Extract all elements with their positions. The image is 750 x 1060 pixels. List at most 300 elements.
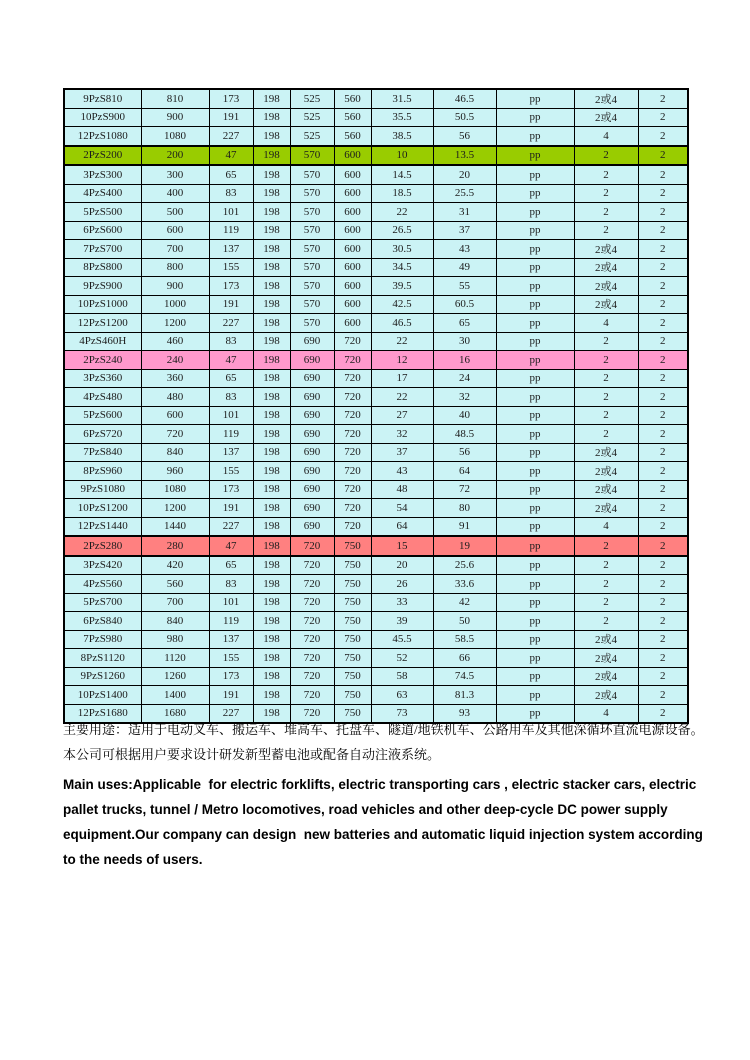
- table-cell: 2或4: [574, 277, 638, 296]
- table-cell: 83: [209, 332, 253, 351]
- table-cell: 720: [334, 499, 371, 518]
- table-cell: pp: [496, 351, 574, 370]
- table-cell: 690: [290, 499, 334, 518]
- table-cell: 570: [290, 203, 334, 222]
- table-cell: 198: [253, 667, 290, 686]
- model-cell: 12PzS1680: [64, 704, 141, 723]
- table-cell: 22: [371, 203, 433, 222]
- table-cell: 200: [141, 146, 209, 166]
- table-cell: 63: [371, 686, 433, 705]
- table-cell: 46.5: [433, 89, 496, 108]
- table-cell: 2: [638, 221, 688, 240]
- table-cell: 173: [209, 667, 253, 686]
- table-cell: 48.5: [433, 425, 496, 444]
- table-cell: 720: [334, 462, 371, 481]
- table-cell: 198: [253, 612, 290, 631]
- table-cell: 800: [141, 258, 209, 277]
- table-cell: 2: [638, 406, 688, 425]
- table-cell: 570: [290, 240, 334, 259]
- table-cell: 300: [141, 165, 209, 184]
- table-row: [64, 536, 688, 556]
- table-cell: 155: [209, 258, 253, 277]
- table-cell: 280: [141, 536, 209, 556]
- table-cell: 720: [334, 388, 371, 407]
- model-cell: 12PzS1080: [64, 127, 141, 146]
- table-cell: 155: [209, 462, 253, 481]
- table-cell: 750: [334, 630, 371, 649]
- table-cell: 690: [290, 517, 334, 536]
- table-cell: 25.6: [433, 556, 496, 575]
- table-cell: 2或4: [574, 295, 638, 314]
- table-cell: 720: [334, 406, 371, 425]
- table-cell: pp: [496, 480, 574, 499]
- model-cell: 3PzS420: [64, 556, 141, 575]
- table-cell: 600: [334, 295, 371, 314]
- table-cell: 2或4: [574, 499, 638, 518]
- table-cell: 600: [334, 240, 371, 259]
- table-cell: 198: [253, 351, 290, 370]
- table-cell: 2: [638, 649, 688, 668]
- model-cell: 7PzS700: [64, 240, 141, 259]
- table-cell: pp: [496, 536, 574, 556]
- table-cell: 525: [290, 127, 334, 146]
- table-cell: 720: [141, 425, 209, 444]
- table-cell: 155: [209, 649, 253, 668]
- table-cell: 2: [638, 277, 688, 296]
- model-cell: 10PzS1200: [64, 499, 141, 518]
- table-cell: 198: [253, 575, 290, 594]
- table-cell: 720: [290, 667, 334, 686]
- table-row: [64, 258, 688, 277]
- table-cell: 2: [638, 295, 688, 314]
- table-cell: 74.5: [433, 667, 496, 686]
- table-cell: 720: [290, 704, 334, 723]
- table-cell: 600: [141, 221, 209, 240]
- table-cell: pp: [496, 462, 574, 481]
- table-cell: 960: [141, 462, 209, 481]
- table-cell: 227: [209, 314, 253, 333]
- table-cell: 420: [141, 556, 209, 575]
- table-cell: 750: [334, 667, 371, 686]
- table-cell: 570: [290, 184, 334, 203]
- table-row: [64, 277, 688, 296]
- table-row: [64, 686, 688, 705]
- table-row: [64, 314, 688, 333]
- model-cell: 5PzS600: [64, 406, 141, 425]
- table-row: [64, 351, 688, 370]
- table-cell: 525: [290, 108, 334, 127]
- table-cell: 1080: [141, 127, 209, 146]
- table-cell: 570: [290, 314, 334, 333]
- model-cell: 3PzS360: [64, 369, 141, 388]
- table-cell: 101: [209, 593, 253, 612]
- table-cell: pp: [496, 314, 574, 333]
- table-cell: 2: [638, 480, 688, 499]
- table-row: [64, 704, 688, 723]
- table-cell: 198: [253, 203, 290, 222]
- table-cell: 2: [574, 332, 638, 351]
- table-cell: 720: [290, 649, 334, 668]
- model-cell: 4PzS400: [64, 184, 141, 203]
- table-row: [64, 127, 688, 146]
- model-cell: 10PzS900: [64, 108, 141, 127]
- table-cell: 2: [574, 351, 638, 370]
- table-cell: 50.5: [433, 108, 496, 127]
- table-row: [64, 462, 688, 481]
- table-cell: 34.5: [371, 258, 433, 277]
- table-cell: 27: [371, 406, 433, 425]
- table-cell: 81.3: [433, 686, 496, 705]
- table-cell: 73: [371, 704, 433, 723]
- table-cell: 720: [290, 536, 334, 556]
- table-cell: 2: [638, 462, 688, 481]
- table-cell: 900: [141, 108, 209, 127]
- table-cell: pp: [496, 203, 574, 222]
- table-cell: 690: [290, 369, 334, 388]
- table-cell: 48: [371, 480, 433, 499]
- table-cell: 2: [638, 240, 688, 259]
- table-cell: 43: [433, 240, 496, 259]
- table-cell: 16: [433, 351, 496, 370]
- model-cell: 12PzS1200: [64, 314, 141, 333]
- table-cell: 1200: [141, 499, 209, 518]
- table-cell: 2或4: [574, 462, 638, 481]
- table-cell: 198: [253, 369, 290, 388]
- table-cell: 49: [433, 258, 496, 277]
- en-note-line: equipment.Our company can design new batteries and automatic liquid injection system according: [63, 827, 703, 842]
- table-cell: 173: [209, 89, 253, 108]
- table-cell: 750: [334, 704, 371, 723]
- table-cell: 80: [433, 499, 496, 518]
- model-cell: 9PzS900: [64, 277, 141, 296]
- table-cell: 2或4: [574, 258, 638, 277]
- table-cell: 198: [253, 258, 290, 277]
- table-cell: 83: [209, 388, 253, 407]
- table-cell: 2: [638, 108, 688, 127]
- table-cell: 720: [334, 480, 371, 499]
- table-cell: 119: [209, 612, 253, 631]
- model-cell: 7PzS840: [64, 443, 141, 462]
- table-cell: 2: [638, 351, 688, 370]
- table-cell: 2: [638, 704, 688, 723]
- table-cell: 690: [290, 351, 334, 370]
- table-cell: 65: [209, 369, 253, 388]
- table-cell: 33.6: [433, 575, 496, 594]
- table-cell: 720: [290, 593, 334, 612]
- table-cell: 30: [433, 332, 496, 351]
- table-row: [64, 295, 688, 314]
- table-cell: pp: [496, 89, 574, 108]
- model-cell: 10PzS1000: [64, 295, 141, 314]
- table-cell: 1680: [141, 704, 209, 723]
- table-cell: 47: [209, 351, 253, 370]
- table-cell: 2: [638, 556, 688, 575]
- table-cell: 460: [141, 332, 209, 351]
- table-row: [64, 221, 688, 240]
- table-cell: 690: [290, 406, 334, 425]
- table-cell: 4: [574, 127, 638, 146]
- table-cell: 137: [209, 443, 253, 462]
- model-cell: 5PzS500: [64, 203, 141, 222]
- table-cell: 191: [209, 295, 253, 314]
- table-cell: 19: [433, 536, 496, 556]
- table-cell: 750: [334, 593, 371, 612]
- model-cell: 12PzS1440: [64, 517, 141, 536]
- table-cell: 700: [141, 240, 209, 259]
- table-cell: 198: [253, 89, 290, 108]
- table-cell: 22: [371, 332, 433, 351]
- table-cell: 2: [638, 369, 688, 388]
- table-cell: pp: [496, 332, 574, 351]
- table-cell: 2: [574, 203, 638, 222]
- table-cell: 360: [141, 369, 209, 388]
- table-cell: 173: [209, 480, 253, 499]
- table-cell: 600: [334, 165, 371, 184]
- table-cell: 2或4: [574, 649, 638, 668]
- table-cell: 20: [433, 165, 496, 184]
- table-cell: 198: [253, 593, 290, 612]
- table-cell: pp: [496, 630, 574, 649]
- table-row: [64, 667, 688, 686]
- table-cell: 191: [209, 499, 253, 518]
- table-cell: pp: [496, 240, 574, 259]
- table-cell: pp: [496, 388, 574, 407]
- table-cell: 14.5: [371, 165, 433, 184]
- table-row: [64, 556, 688, 575]
- table-cell: 690: [290, 332, 334, 351]
- table-cell: 2: [638, 388, 688, 407]
- table-cell: 750: [334, 556, 371, 575]
- table-cell: 137: [209, 240, 253, 259]
- table-cell: 22: [371, 388, 433, 407]
- table-row: [64, 89, 688, 108]
- table-cell: 1260: [141, 667, 209, 686]
- table-cell: 720: [290, 612, 334, 631]
- table-cell: 13.5: [433, 146, 496, 166]
- table-cell: 2: [638, 314, 688, 333]
- table-cell: 2: [574, 221, 638, 240]
- table-cell: 1200: [141, 314, 209, 333]
- en-note-line: pallet trucks, tunnel / Metro locomotives, road vehicles and other deep-cycle DC power supply: [63, 802, 668, 817]
- table-cell: 56: [433, 443, 496, 462]
- table-cell: 560: [141, 575, 209, 594]
- table-cell: 17: [371, 369, 433, 388]
- table-cell: 4: [574, 704, 638, 723]
- table-cell: 20: [371, 556, 433, 575]
- table-cell: 198: [253, 314, 290, 333]
- model-cell: 9PzS810: [64, 89, 141, 108]
- model-cell: 9PzS1080: [64, 480, 141, 499]
- table-cell: pp: [496, 612, 574, 631]
- table-cell: 93: [433, 704, 496, 723]
- table-cell: 750: [334, 649, 371, 668]
- table-cell: 2: [574, 612, 638, 631]
- table-cell: 2: [638, 332, 688, 351]
- table-cell: 198: [253, 425, 290, 444]
- model-cell: 4PzS560: [64, 575, 141, 594]
- battery-table-body: [64, 89, 688, 723]
- en-note-line: to the needs of users.: [63, 852, 203, 867]
- table-cell: 2: [574, 425, 638, 444]
- table-row: [64, 480, 688, 499]
- table-cell: 720: [334, 351, 371, 370]
- table-cell: 2: [638, 667, 688, 686]
- table-cell: 43: [371, 462, 433, 481]
- table-cell: 2: [574, 536, 638, 556]
- table-cell: 400: [141, 184, 209, 203]
- table-cell: 810: [141, 89, 209, 108]
- table-cell: 47: [209, 536, 253, 556]
- table-cell: 101: [209, 406, 253, 425]
- table-cell: pp: [496, 184, 574, 203]
- table-cell: 47: [209, 146, 253, 166]
- table-cell: 2或4: [574, 686, 638, 705]
- table-cell: 2: [638, 184, 688, 203]
- table-cell: 720: [290, 556, 334, 575]
- table-cell: 39.5: [371, 277, 433, 296]
- table-cell: 560: [334, 89, 371, 108]
- table-row: [64, 443, 688, 462]
- table-cell: 137: [209, 630, 253, 649]
- table-cell: 35.5: [371, 108, 433, 127]
- table-cell: 750: [334, 575, 371, 594]
- table-cell: 525: [290, 89, 334, 108]
- table-cell: 2或4: [574, 630, 638, 649]
- table-cell: 600: [141, 406, 209, 425]
- table-cell: 30.5: [371, 240, 433, 259]
- table-cell: 2: [638, 89, 688, 108]
- table-row: [64, 203, 688, 222]
- table-cell: 39: [371, 612, 433, 631]
- table-cell: 198: [253, 277, 290, 296]
- table-row: [64, 575, 688, 594]
- table-cell: 26.5: [371, 221, 433, 240]
- table-cell: 227: [209, 517, 253, 536]
- table-row: [64, 332, 688, 351]
- table-cell: 66: [433, 649, 496, 668]
- main-uses-note-en: [63, 772, 703, 872]
- table-cell: 198: [253, 536, 290, 556]
- table-cell: 690: [290, 388, 334, 407]
- table-row: [64, 612, 688, 631]
- table-cell: 2: [638, 146, 688, 166]
- table-cell: 4: [574, 517, 638, 536]
- table-cell: 600: [334, 258, 371, 277]
- table-cell: pp: [496, 127, 574, 146]
- table-cell: pp: [496, 277, 574, 296]
- table-cell: 720: [334, 517, 371, 536]
- table-cell: 45.5: [371, 630, 433, 649]
- table-cell: 690: [290, 462, 334, 481]
- table-cell: 2: [638, 575, 688, 594]
- table-cell: 2或4: [574, 480, 638, 499]
- table-cell: 2: [574, 406, 638, 425]
- table-cell: 570: [290, 165, 334, 184]
- table-cell: 25.5: [433, 184, 496, 203]
- table-cell: 227: [209, 127, 253, 146]
- table-cell: 1000: [141, 295, 209, 314]
- table-row: [64, 593, 688, 612]
- table-cell: pp: [496, 443, 574, 462]
- table-cell: 2: [638, 425, 688, 444]
- table-row: [64, 388, 688, 407]
- table-cell: 750: [334, 686, 371, 705]
- table-cell: 2: [574, 575, 638, 594]
- table-cell: 840: [141, 443, 209, 462]
- table-cell: 198: [253, 108, 290, 127]
- table-cell: pp: [496, 295, 574, 314]
- table-cell: 570: [290, 221, 334, 240]
- table-cell: 720: [334, 443, 371, 462]
- table-cell: 600: [334, 146, 371, 166]
- table-cell: 64: [371, 517, 433, 536]
- table-cell: 18.5: [371, 184, 433, 203]
- table-cell: pp: [496, 221, 574, 240]
- table-cell: pp: [496, 575, 574, 594]
- table-cell: 198: [253, 332, 290, 351]
- table-row: [64, 184, 688, 203]
- table-cell: 690: [290, 443, 334, 462]
- table-cell: 2: [638, 165, 688, 184]
- table-cell: 72: [433, 480, 496, 499]
- table-cell: 40: [433, 406, 496, 425]
- table-cell: 1440: [141, 517, 209, 536]
- table-cell: 198: [253, 406, 290, 425]
- table-cell: 54: [371, 499, 433, 518]
- table-cell: 173: [209, 277, 253, 296]
- table-cell: 720: [334, 332, 371, 351]
- notes-section: [63, 722, 704, 872]
- table-cell: 65: [209, 556, 253, 575]
- table-cell: 91: [433, 517, 496, 536]
- table-cell: 480: [141, 388, 209, 407]
- table-cell: 198: [253, 630, 290, 649]
- table-cell: 2: [638, 499, 688, 518]
- table-row: [64, 146, 688, 166]
- table-cell: 24: [433, 369, 496, 388]
- table-cell: 198: [253, 480, 290, 499]
- table-cell: 198: [253, 686, 290, 705]
- table-cell: pp: [496, 146, 574, 166]
- table-cell: 240: [141, 351, 209, 370]
- table-row: [64, 240, 688, 259]
- table-cell: pp: [496, 258, 574, 277]
- table-cell: 46.5: [371, 314, 433, 333]
- table-cell: 10: [371, 146, 433, 166]
- table-cell: 1080: [141, 480, 209, 499]
- table-cell: pp: [496, 667, 574, 686]
- model-cell: 2PzS200: [64, 146, 141, 166]
- table-cell: 2: [638, 536, 688, 556]
- table-cell: 15: [371, 536, 433, 556]
- table-cell: 101: [209, 203, 253, 222]
- table-cell: 2: [638, 258, 688, 277]
- table-row: [64, 369, 688, 388]
- table-cell: 840: [141, 612, 209, 631]
- table-cell: 32: [371, 425, 433, 444]
- model-cell: 4PzS460H: [64, 332, 141, 351]
- table-cell: 12: [371, 351, 433, 370]
- table-cell: 900: [141, 277, 209, 296]
- model-cell: 2PzS280: [64, 536, 141, 556]
- table-cell: 600: [334, 184, 371, 203]
- table-cell: pp: [496, 406, 574, 425]
- table-cell: 198: [253, 165, 290, 184]
- table-cell: pp: [496, 686, 574, 705]
- table-row: [64, 649, 688, 668]
- table-cell: 52: [371, 649, 433, 668]
- table-cell: 198: [253, 388, 290, 407]
